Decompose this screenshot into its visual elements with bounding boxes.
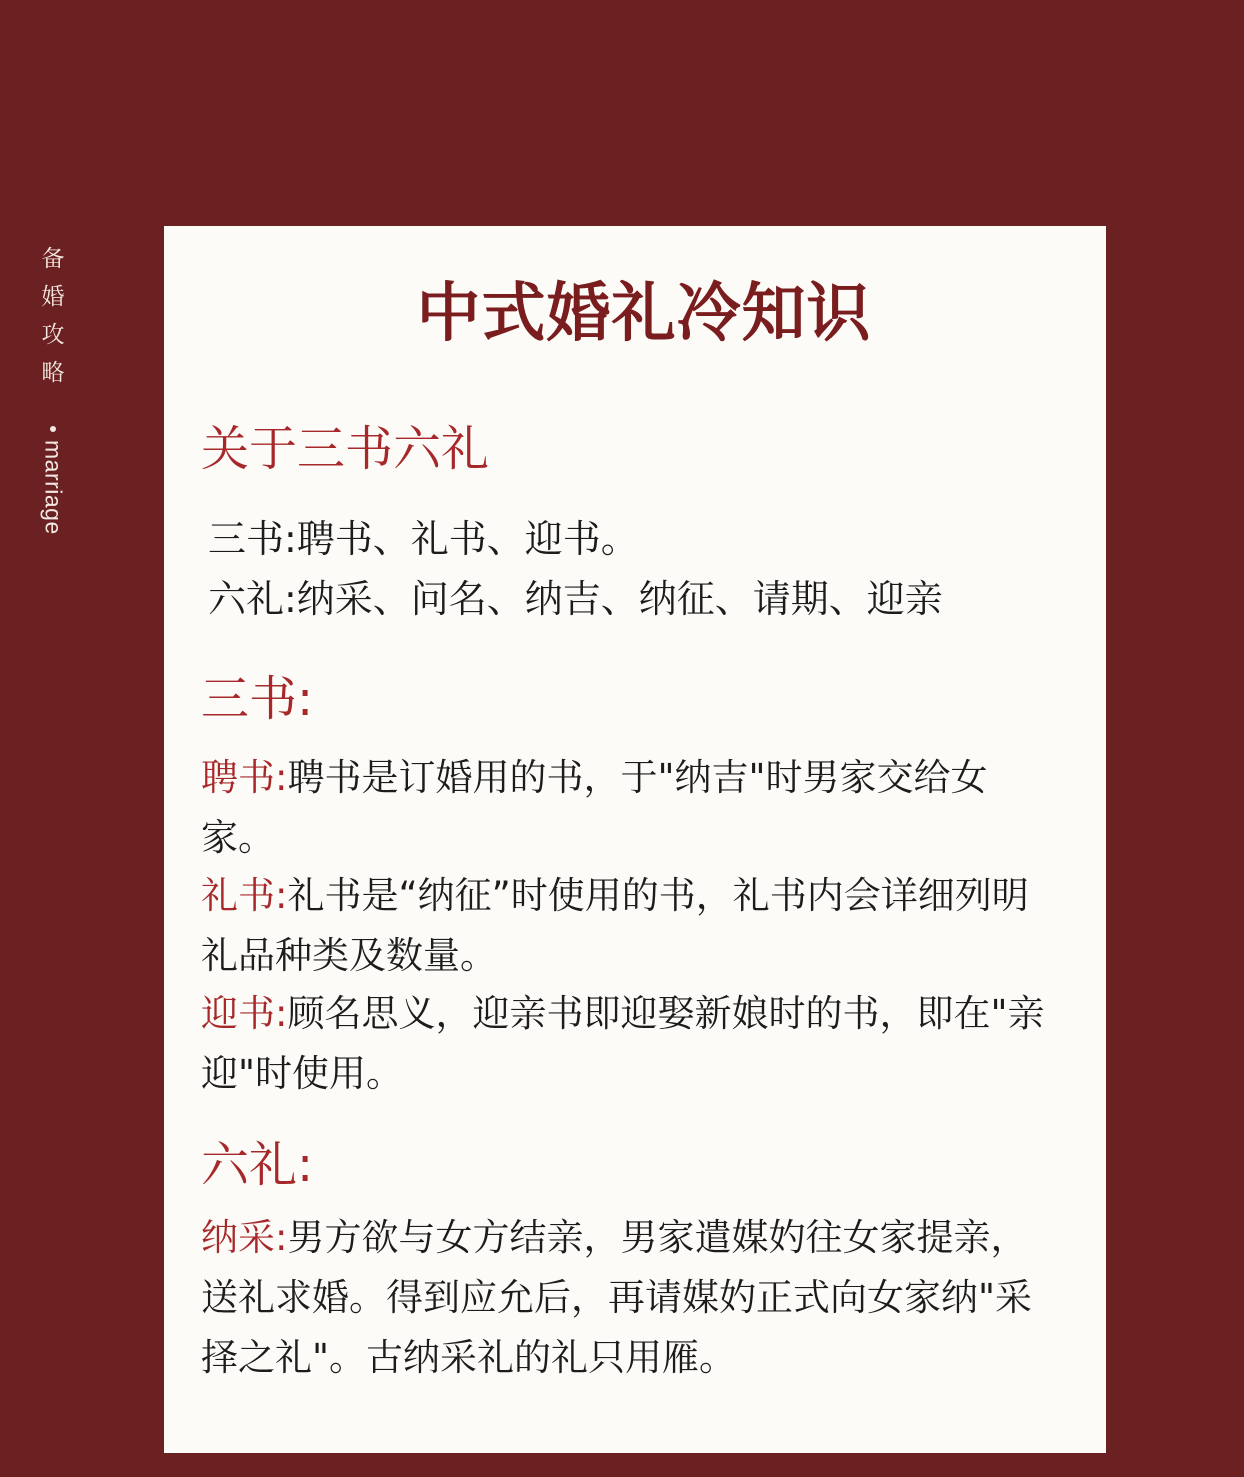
intro-line-liuli: 六礼:纳采、问名、纳吉、纳征、请期、迎亲: [208, 577, 943, 621]
entry-text: 聘书是订婚用的书，于"纳吉"时男家交给女家。: [201, 756, 988, 859]
liuli-heading: 六礼:: [201, 1137, 314, 1193]
side-char: 攻: [41, 322, 65, 348]
sanshu-entry-yingshu: [201, 984, 1051, 1104]
side-char: 备: [41, 246, 65, 272]
sanshu-entry-pinshu: [201, 748, 1051, 868]
liuli-entry-nacai: [201, 1208, 1051, 1388]
side-char: 婚: [41, 284, 65, 310]
bullet-dot: [50, 426, 56, 432]
intro-line-sanshu: 三书:聘书、礼书、迎书。: [208, 517, 639, 561]
side-char: 略: [41, 360, 65, 386]
entry-text: 顾名思义，迎亲书即迎娶新娘时的书，即在"亲迎"时使用。: [201, 992, 1045, 1095]
entry-term: 迎书:: [201, 992, 288, 1035]
page-title: 中式婚礼冷知识: [416, 277, 872, 351]
entry-term: 聘书:: [201, 756, 288, 799]
entry-text: 男方欲与女方结亲，男家遣媒妁往女家提亲，送礼求婚。得到应允后，再请媒妁正式向女家纳"采择之礼"。古纳采礼的礼只用雁。: [201, 1216, 1033, 1379]
entry-term: 礼书:: [201, 874, 288, 917]
intro-heading: 关于三书六礼: [201, 421, 490, 477]
sanshu-entry-lishu: [201, 866, 1051, 986]
entry-text: 礼书是“纳征”时使用的书，礼书内会详细列明礼品种类及数量。: [201, 874, 1029, 977]
side-english-text: marriage: [40, 440, 67, 535]
sanshu-heading: 三书:: [201, 671, 314, 727]
entry-term: 纳采:: [201, 1216, 288, 1259]
